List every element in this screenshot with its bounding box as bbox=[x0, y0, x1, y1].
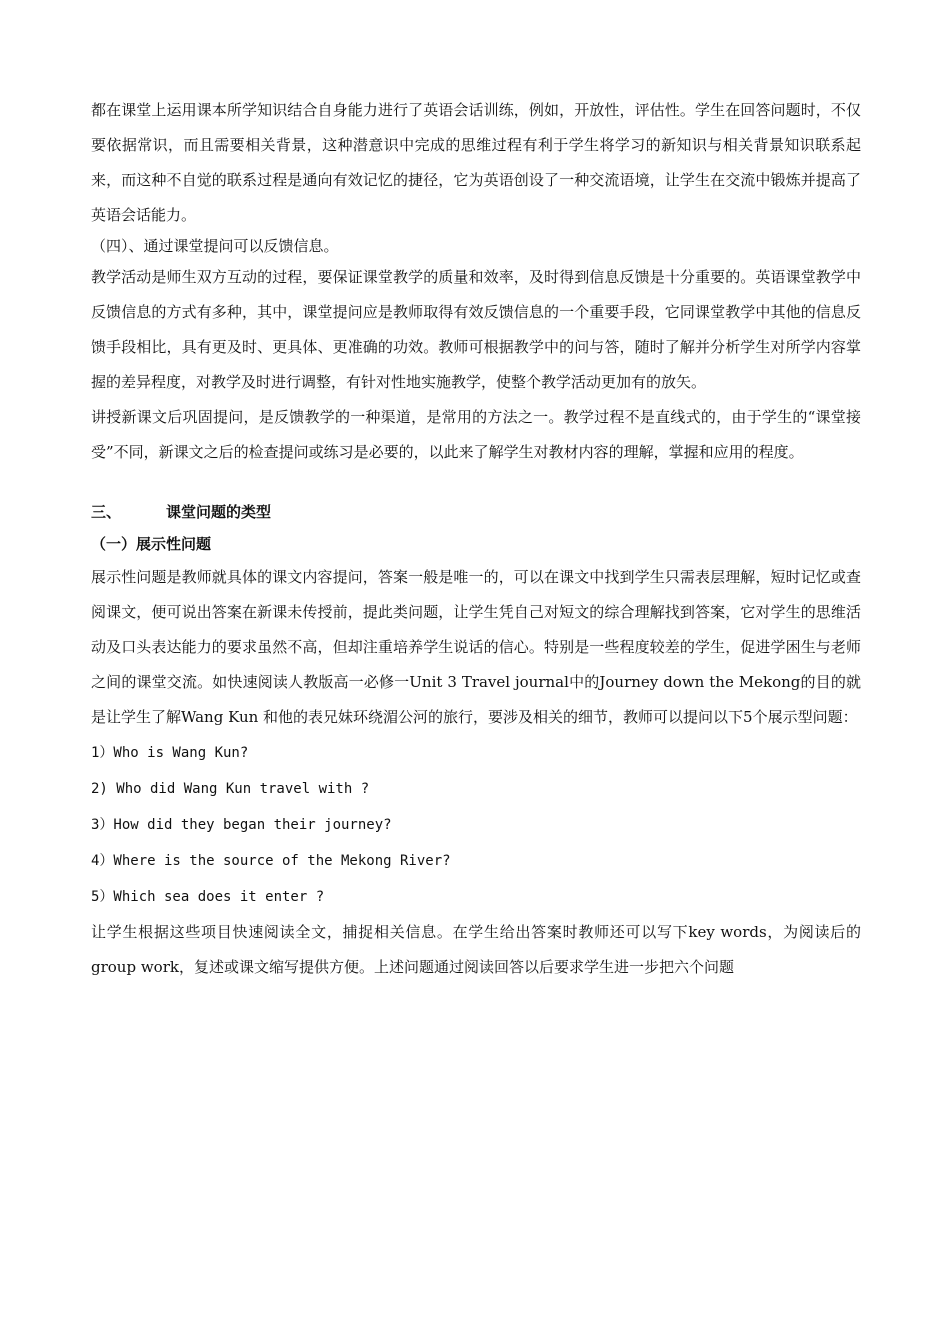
section-number: 三、 bbox=[91, 503, 122, 521]
question-item: 3）How did they began their journey? bbox=[91, 817, 392, 833]
sub-heading-feedback: （四）、通过课堂提问可以反馈信息。 bbox=[91, 237, 339, 255]
question-item: 2) Who did Wang Kun travel with ? bbox=[91, 781, 370, 797]
sub-heading-display-questions: （一）展示性问题 bbox=[91, 535, 212, 553]
paragraph-consolidation-questions: 讲授新课文后巩固提问，是反馈教学的一种渠道，是常用的方法之一。教学过程不是直线式的，由于学生的“课堂接受”不同，新课文之后的检查提问或练习是必要的，以此来了解学生对教材内容的理解，掌握和应用的程度。 bbox=[91, 408, 861, 461]
section-gap bbox=[91, 470, 861, 496]
question-item: 1）Who is Wang Kun? bbox=[91, 745, 249, 761]
section-title: 课堂问题的类型 bbox=[166, 503, 272, 521]
paragraph-conversation-training: 都在课堂上运用课本所学知识结合自身能力进行了英语会话训练，例如，开放性，评估性。学生在回答问题时，不仅要依据常识，而且需要相关背景，这种潜意识中完成的思维过程有利于学生将学习的新知识与相关背景知识联系起来，而这种不自觉的联系过程是通向有效记忆的捷径，它为英语创设了一种交流语境，让学生在交流中锻炼并提高了英语会话能力。 bbox=[91, 101, 861, 224]
section-heading-question-types bbox=[91, 496, 861, 528]
question-item: 5）Which sea does it enter ? bbox=[91, 889, 325, 905]
question-item: 4）Where is the source of the Mekong River? bbox=[91, 853, 451, 869]
paragraph-fast-reading: 让学生根据这些项目快速阅读全文，捕捉相关信息。在学生给出答案时教师还可以写下key words，为阅读后的 group work，复述或课文缩写提供方便。上述问题通过阅读回答以后要求学生进一步把六个问题 bbox=[91, 923, 861, 976]
paragraph-display-questions: 展示性问题是教师就具体的课文内容提问，答案一般是唯一的，可以在课文中找到学生只需表层理解，短时记忆或查阅课文，便可说出答案在新课未传授前，提此类问题，让学生凭自己对短文的综合理解找到答案，它对学生的思维活动及口头表达能力的要求虽然不高，但却注重培养学生说话的信心。特别是一些程度较差的学生，促进学困生与老师之间的课堂交流。如快速阅读人教版高一必修一Unit 3 Travel journal中的Journey down the Mekong的目的就是让学生了解Wang Kun 和他的表兄妹环绕湄公河的旅行，要涉及相关的细节，教师可以提问以下5个展示型问题： bbox=[91, 568, 861, 726]
paragraph-feedback-importance: 教学活动是师生双方互动的过程，要保证课堂教学的质量和效率，及时得到信息反馈是十分重要的。英语课堂教学中反馈信息的方式有多种，其中，课堂提问应是教师取得有效反馈信息的一个重要手段，它同课堂教学中其他的信息反馈手段相比，具有更及时、更具体、更准确的功效。教师可根据教学中的问与答，随时了解并分析学生对所学内容掌握的差异程度，对教学及时进行调整，有针对性地实施教学，使整个教学活动更加有的放矢。 bbox=[91, 268, 861, 391]
document-page bbox=[91, 93, 861, 985]
